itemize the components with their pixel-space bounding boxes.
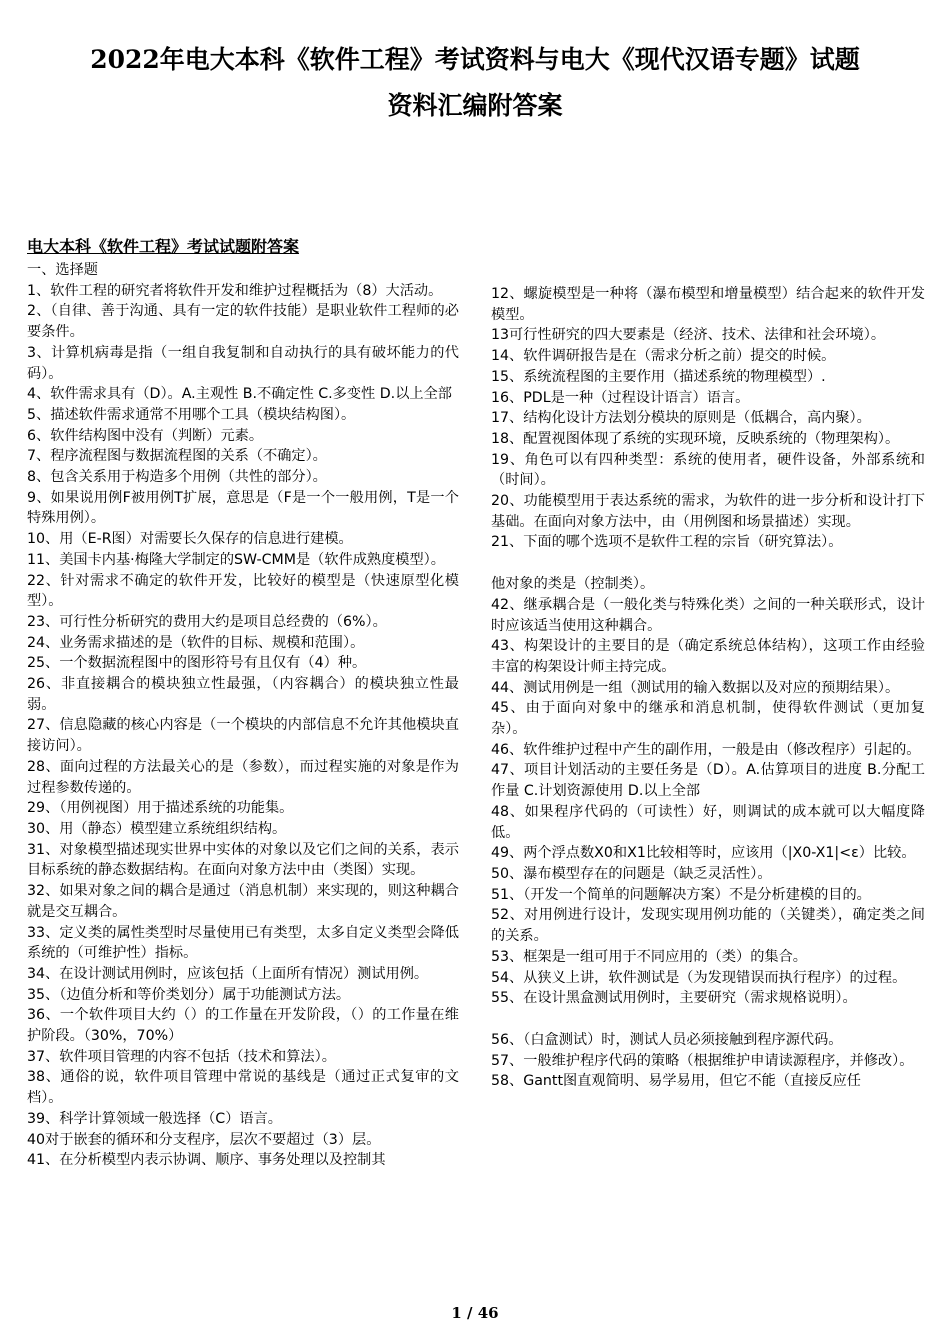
question-item: 20、功能模型用于表达系统的需求，为软件的进一步分析和设计打下基础。在面向对象方法中，由（用例图和场景描述）实现。 [491,493,925,530]
question-item: 19、角色可以有四种类型：系统的使用者，硬件设备，外部系统和（时间）。 [491,451,925,489]
column-spacer [491,1009,925,1030]
question-item: 21、下面的哪个选项不是软件工程的宗旨（研究算法）。 [491,534,843,551]
question-item: 43、构架设计的主要目的是（确定系统总体结构），这项工作由经验丰富的构架设计师主持完成。 [491,638,925,675]
question-item: 28、面向过程的方法最关心的是（参数），而过程实施的对象是作为过程参数传递的。 [27,758,459,796]
question-item: 5、描述软件需求通常不用哪个工具（模块结构图）。 [27,406,356,423]
question-item: 45、由于面向对象中的继承和消息机制，使得软件测试（更加复杂）。 [491,700,925,738]
question-item: 31、对象模型描述现实世界中实体的对象以及它们之间的关系，表示目标系统的静态数据结构。在面向对象方法中由（类图）实现。 [27,841,459,879]
question-item: 35、（边值分析和等价类划分）属于功能测试方法。 [27,986,351,1003]
question-item: 49、两个浮点数X0和X1比较相等时，应该用（|X0-X1|<ε）比较。 [491,845,916,862]
question-item: 26、非直接耦合的模块独立性最强，（内容耦合）的模块独立性最弱。 [27,676,459,713]
question-item: 6、软件结构图中没有（判断）元素。 [27,427,264,444]
question-item: 4、软件需求具有（D）。A.主观性 B.不确定性 C.多变性 D.以上全部 [27,386,452,403]
question-item: 25、一个数据流程图中的图形符号有且仅有（4）种。 [27,655,367,672]
question-item: 48、如果程序代码的（可读性）好，则调试的成本就可以大幅度降低。 [491,803,925,841]
question-item: 23、可行性分析研究的费用大约是项目总经费的（6%）。 [27,613,387,630]
question-item: 47、项目计划活动的主要任务是（D）。A.估算项目的进度 B.分配工作量 C.计划资源使用 D.以上全部 [491,762,925,800]
right-column [491,284,925,1092]
question-item: 36、一个软件项目大约（）的工作量在开发阶段，（）的工作量在维护阶段。（30%，70%） [27,1007,459,1045]
question-item: 16、PDL是一种（过程设计语言）语言。 [491,389,750,406]
question-item: 30、用（静态）模型建立系统组织结构。 [27,820,287,837]
question-item: 12、螺旋模型是一种将（瀑布模型和增量模型）结合起来的软件开发模型。 [491,286,925,323]
question-item: 58、Gantt图直观简明、易学易用，但它不能（直接反应任 [491,1073,861,1090]
document-title-line-1: 2022年电大本科《软件工程》考试资料与电大《现代汉语专题》试题 [90,45,860,74]
question-item: 32、如果对象之间的耦合是通过（消息机制）来实现的，则这种耦合就是交互耦合。 [27,883,459,920]
question-item: 10、用（E-R图）对需要长久保存的信息进行建模。 [27,531,353,548]
question-item: 14、软件调研报告是在（需求分析之前）提交的时候。 [491,348,836,365]
question-item: 39、科学计算领域一般选择（C）语言。 [27,1110,282,1127]
question-item: 9、如果说用例F被用例T扩展，意思是（F是一个一般用例，T是一个特殊用例）。 [27,489,459,527]
question-item: 1、软件工程的研究者将软件开发和维护过程概括为（8）大活动。 [27,282,443,299]
column-spacer [491,553,925,574]
question-item: 54、从狭义上讲，软件测试是（为发现错误而执行程序）的过程。 [491,969,907,986]
question-item: 44、测试用例是一组（测试用的输入数据以及对应的预期结果）。 [491,679,900,696]
question-item: 55、在设计黑盒测试用例时，主要研究（需求规格说明）。 [491,990,857,1007]
question-item: 53、框架是一组可用于不同应用的（类）的集合。 [491,948,807,965]
question-item: 37、软件项目管理的内容不包括（技术和算法）。 [27,1048,336,1065]
question-item: 他对象的类是（控制类）。 [491,576,655,593]
question-item: 8、包含关系用于构造多个用例（共性的部分）。 [27,469,327,486]
question-item: 15、系统流程图的主要作用（描述系统的物理模型）. [491,368,826,385]
left-column [27,260,459,1171]
question-item: 17、结构化设计方法划分模块的原则是（低耦合，高内聚）。 [491,410,871,427]
question-item: 33、定义类的属性类型时尽量使用已有类型，太多自定义类型会降低系统的（可维护性）指标。 [27,924,459,962]
question-item: 3、计算机病毒是指（一组自我复制和自动执行的具有破坏能力的代码）。 [27,344,459,382]
question-item: 42、继承耦合是（一般化类与特殊化类）之间的一种关联形式，设计时应该适当使用这种耦合。 [491,596,925,634]
question-item: 24、业务需求描述的是（软件的目标、规模和范围）。 [27,634,365,651]
question-item: 50、瀑布模型存在的问题是（缺乏灵活性）。 [491,865,772,882]
question-item: 22、针对需求不确定的软件开发，比较好的模型是（快速原型化模型）。 [27,572,459,610]
question-item: 27、信息隐藏的核心内容是（一个模块的内部信息不允许其他模块直接访问）。 [27,717,459,755]
question-item: 56、（白盒测试）时，测试人员必须接触到程序源代码。 [491,1031,843,1048]
question-item: 13可行性研究的四大要素是（经济、技术、法律和社会环境）。 [491,327,886,344]
question-item: 40对于嵌套的循环和分支程序，层次不要超过（3）层。 [27,1131,381,1148]
question-item: 38、通俗的说，软件项目管理中常说的基线是（通过正式复审的文档）。 [27,1069,459,1107]
question-item: 34、在设计测试用例时，应该包括（上面所有情况）测试用例。 [27,965,429,982]
question-item: 11、美国卡内基·梅隆大学制定的SW-CMM是（软件成熟度模型）。 [27,551,445,568]
question-item: 41、在分析模型内表示协调、顺序、事务处理以及控制其 [27,1152,386,1169]
section-heading: 电大本科《软件工程》考试试题附答案 [27,237,300,256]
question-item: 51、（开发一个简单的问题解决方案）不是分析建模的目的。 [491,886,871,903]
question-item: 52、对用例进行设计，发现实现用例功能的（关键类），确定类之间的关系。 [491,907,925,945]
question-item: 18、配置视图体现了系统的实现环境，反映系统的（物理架构）。 [491,430,900,447]
document-title-line-2: 资料汇编附答案 [387,91,563,120]
question-item: 29、（用例视图）用于描述系统的功能集。 [27,800,294,817]
question-item: 7、程序流程图与数据流程图的关系（不确定）。 [27,448,327,465]
subsection-title: 一、选择题 [27,262,98,278]
question-item: 46、软件维护过程中产生的副作用，一般是由（修改程序）引起的。 [491,741,921,758]
question-item: 2、（自律、善于沟通、具有一定的软件技能）是职业软件工程师的必要条件。 [27,303,459,341]
question-item: 57、一般维护程序代码的策略（根据维护申请读源程序，并修改）。 [491,1052,914,1069]
page-number: 1 / 46 [451,1304,499,1322]
